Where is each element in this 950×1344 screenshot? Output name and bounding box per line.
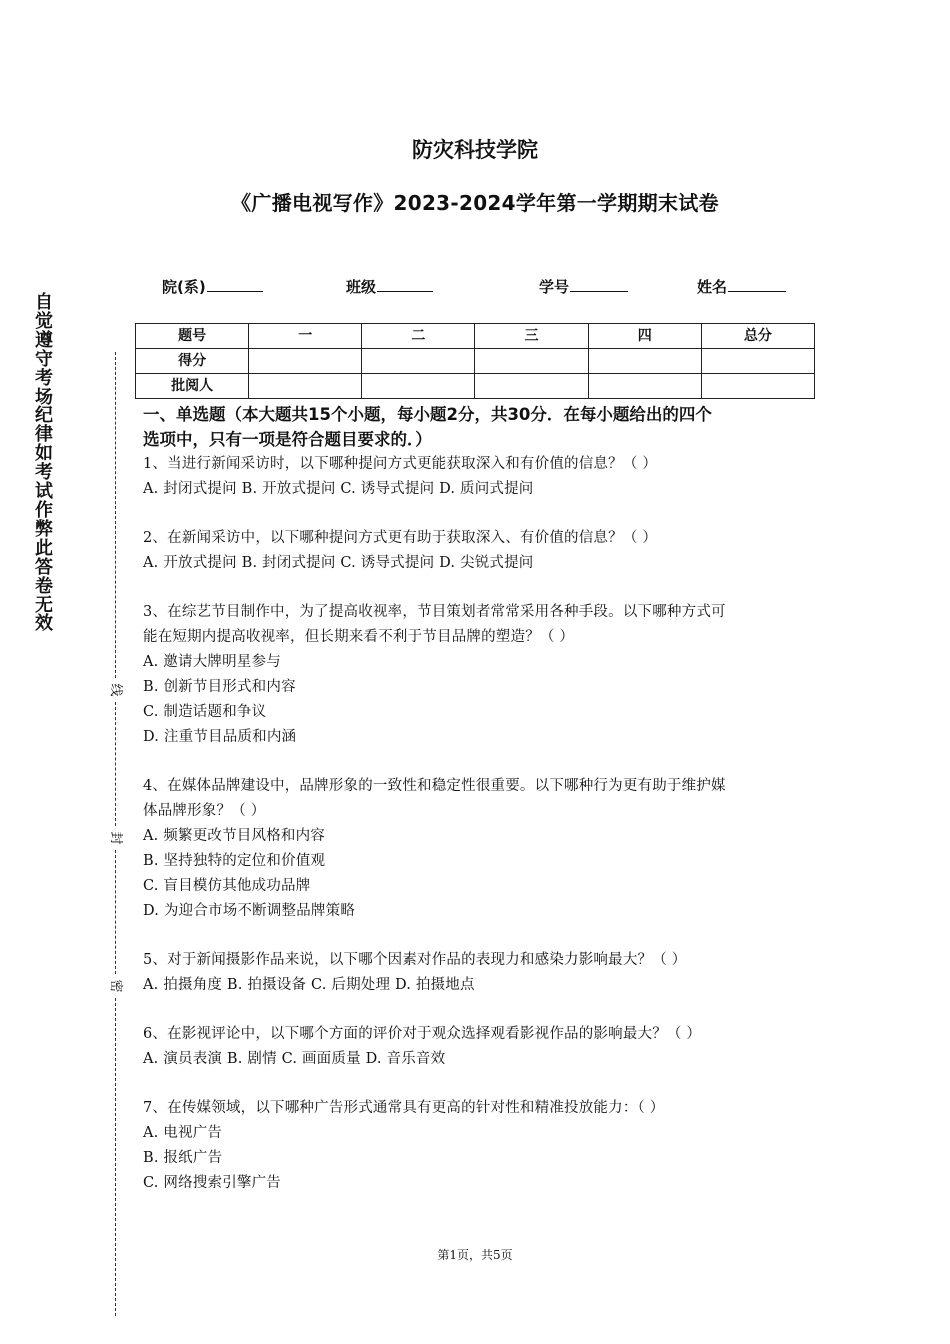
question-spacer bbox=[143, 502, 818, 526]
info-label: 院(系) bbox=[162, 278, 206, 296]
question-item bbox=[143, 948, 818, 998]
question-item bbox=[143, 774, 818, 924]
info-label: 班级 bbox=[346, 278, 377, 296]
info-blank[interactable] bbox=[377, 276, 433, 292]
question-item bbox=[143, 526, 818, 576]
question-item bbox=[143, 1022, 818, 1072]
info-label: 学号 bbox=[539, 278, 570, 296]
table-header-cell: 二 bbox=[362, 324, 475, 349]
grader-cell[interactable] bbox=[475, 374, 588, 399]
side-notice bbox=[31, 294, 57, 634]
answer-option[interactable]: A. 频繁更改节目风格和内容 bbox=[143, 828, 325, 844]
info-field-name[interactable] bbox=[697, 276, 786, 297]
side-notice-char: 场 bbox=[35, 386, 53, 408]
table-row-score bbox=[136, 349, 815, 374]
table-header-cell: 一 bbox=[249, 324, 362, 349]
binding-mark-secret: 密 bbox=[108, 979, 123, 993]
side-notice-char: 考 bbox=[35, 462, 53, 484]
side-notice-char: 作 bbox=[35, 499, 53, 521]
table-header-cell: 四 bbox=[588, 324, 701, 349]
side-notice-char: 律 bbox=[35, 424, 53, 446]
side-notice-char: 效 bbox=[35, 613, 53, 635]
side-notice-char: 自 bbox=[35, 292, 53, 313]
question-spacer bbox=[143, 1072, 818, 1096]
side-notice-char: 此 bbox=[35, 537, 53, 559]
question-text: 1、当进行新闻采访时，以下哪种提问方式更能获取深入和有价值的信息？（ ） bbox=[143, 456, 658, 472]
side-notice-char: 守 bbox=[35, 348, 53, 370]
side-notice-char: 如 bbox=[35, 443, 53, 465]
answer-option[interactable]: A. 拍摄角度 B. 拍摄设备 C. 后期处理 D. 拍摄地点 bbox=[143, 977, 475, 993]
side-notice-char: 无 bbox=[35, 594, 53, 616]
student-info-row bbox=[0, 276, 950, 300]
score-table bbox=[135, 323, 815, 399]
side-notice-char: 试 bbox=[35, 481, 53, 503]
answer-option[interactable]: C. 制造话题和争议 bbox=[143, 704, 267, 720]
question-text: 能在短期内提高收视率，但长期来看不利于节目品牌的塑造？（ ） bbox=[143, 629, 575, 645]
section-heading: 选项中，只有一项是符合题目要求的．） bbox=[143, 430, 432, 449]
score-cell[interactable] bbox=[701, 349, 814, 374]
question-item bbox=[143, 600, 818, 750]
info-field-student-id[interactable] bbox=[539, 276, 628, 297]
table-header-cell: 三 bbox=[475, 324, 588, 349]
info-blank[interactable] bbox=[570, 276, 628, 292]
question-text: 体品牌形象？（ ） bbox=[143, 803, 266, 819]
grader-cell[interactable] bbox=[249, 374, 362, 399]
score-cell[interactable] bbox=[362, 349, 475, 374]
side-notice-char: 答 bbox=[35, 556, 53, 578]
info-field-class[interactable] bbox=[346, 276, 433, 297]
question-text: 2、在新闻采访中，以下哪种提问方式更有助于获取深入、有价值的信息？（ ） bbox=[143, 530, 658, 546]
answer-option[interactable]: A. 封闭式提问 B. 开放式提问 C. 诱导式提问 D. 质问式提问 bbox=[143, 481, 534, 497]
info-blank[interactable] bbox=[728, 276, 786, 292]
answer-option[interactable]: A. 电视广告 bbox=[143, 1125, 223, 1141]
side-notice-char: 纪 bbox=[35, 405, 53, 427]
table-header-row bbox=[136, 324, 815, 349]
side-notice-char: 弊 bbox=[35, 518, 53, 540]
grader-cell[interactable] bbox=[701, 374, 814, 399]
question-text: 7、在传媒领域，以下哪种广告形式通常具有更高的针对性和精准投放能力：（ ） bbox=[143, 1100, 665, 1116]
answer-option[interactable]: B. 报纸广告 bbox=[143, 1150, 223, 1166]
question-text: 4、在媒体品牌建设中，品牌形象的一致性和稳定性很重要。以下哪种行为更有助于维护媒 bbox=[143, 778, 726, 794]
question-spacer bbox=[143, 750, 818, 774]
info-label: 姓名 bbox=[697, 278, 728, 296]
row-label: 批阅人 bbox=[136, 374, 249, 399]
side-notice-char: 觉 bbox=[35, 310, 53, 332]
question-text: 6、在影视评论中，以下哪个方面的评价对于观众选择观看影视作品的影响最大？（ ） bbox=[143, 1026, 702, 1042]
score-cell[interactable] bbox=[475, 349, 588, 374]
answer-option[interactable]: D. 为迎合市场不断调整品牌策略 bbox=[143, 903, 356, 919]
question-list bbox=[143, 452, 818, 1196]
question-section bbox=[143, 402, 818, 1196]
answer-option[interactable]: A. 邀请大牌明星参与 bbox=[143, 654, 281, 670]
answer-option[interactable]: D. 注重节目品质和内涵 bbox=[143, 729, 297, 745]
binding-dash-line bbox=[115, 702, 116, 826]
answer-option[interactable]: A. 演员表演 B. 剧情 C. 画面质量 D. 音乐音效 bbox=[143, 1051, 446, 1067]
side-notice-char: 卷 bbox=[35, 575, 53, 597]
score-cell[interactable] bbox=[249, 349, 362, 374]
question-spacer bbox=[143, 998, 818, 1022]
binding-mark-line: 线 bbox=[108, 683, 123, 697]
table-header-cell: 题号 bbox=[136, 324, 249, 349]
info-blank[interactable] bbox=[207, 276, 263, 292]
answer-option[interactable]: B. 创新节目形式和内容 bbox=[143, 679, 296, 695]
answer-option[interactable]: C. 盲目模仿其他成功品牌 bbox=[143, 878, 311, 894]
grader-cell[interactable] bbox=[362, 374, 475, 399]
answer-option[interactable]: B. 坚持独特的定位和价值观 bbox=[143, 853, 326, 869]
grader-cell[interactable] bbox=[588, 374, 701, 399]
school-name: 防灾科技学院 bbox=[412, 138, 538, 162]
table-header-cell: 总分 bbox=[701, 324, 814, 349]
binding-dash-line bbox=[115, 998, 116, 1316]
page-footer: 第1页，共5页 bbox=[437, 1248, 513, 1262]
side-notice-char: 遵 bbox=[35, 329, 53, 351]
binding-dash-line bbox=[115, 352, 116, 678]
question-spacer bbox=[143, 924, 818, 948]
info-field-department[interactable] bbox=[162, 276, 263, 297]
binding-mark-seal: 封 bbox=[108, 831, 123, 845]
answer-option[interactable]: A. 开放式提问 B. 封闭式提问 C. 诱导式提问 D. 尖锐式提问 bbox=[143, 555, 534, 571]
score-cell[interactable] bbox=[588, 349, 701, 374]
answer-option[interactable]: C. 网络搜索引擎广告 bbox=[143, 1175, 281, 1191]
table-row-grader bbox=[136, 374, 815, 399]
side-notice-char: 考 bbox=[35, 367, 53, 389]
section-heading: 一、单选题（本大题共15个小题，每小题2分，共30分．在每小题给出的四个 bbox=[143, 405, 712, 424]
question-text: 3、在综艺节目制作中，为了提高收视率，节目策划者常常采用各种手段。以下哪种方式可 bbox=[143, 604, 726, 620]
exam-title: 《广播电视写作》2023-2024学年第一学期期末试卷 bbox=[231, 191, 719, 215]
question-text: 5、对于新闻摄影作品来说，以下哪个因素对作品的表现力和感染力影响最大？（ ） bbox=[143, 952, 687, 968]
row-label: 得分 bbox=[136, 349, 249, 374]
question-item bbox=[143, 452, 818, 502]
question-item bbox=[143, 1096, 818, 1196]
question-spacer bbox=[143, 576, 818, 600]
binding-dash-line bbox=[115, 850, 116, 974]
